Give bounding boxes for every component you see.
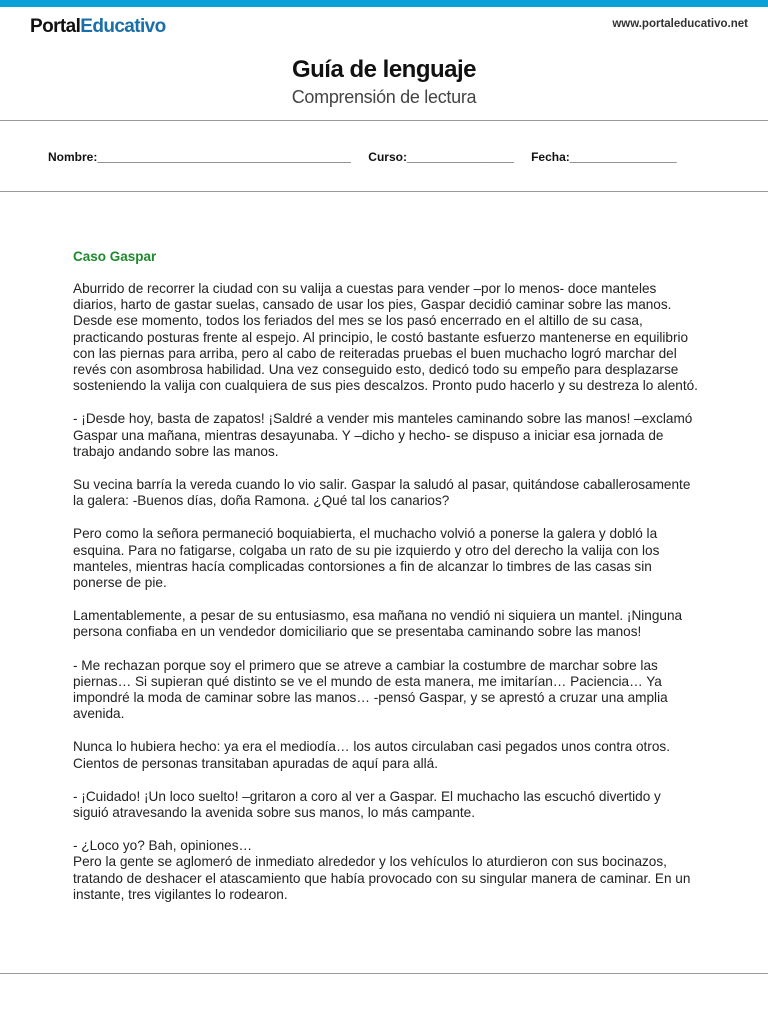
story-paragraph: - ¿Loco yo? Bah, opiniones… (73, 838, 253, 854)
divider-top (0, 120, 768, 121)
story-paragraph: Pero la gente se aglomeró de inmediato alrededor y los vehículos lo aturdieron con sus bocinazos, tratando de deshacer el atascamiento que había provocado con su singular manera de caminar. En un instante, tres vigilantes lo rodearon. (73, 854, 691, 902)
logo-educativo-text: Educativo (80, 16, 166, 37)
story-paragraph: - Me rechazan porque soy el primero que se atreve a cambiar la costumbre de marchar sobre las piernas… Si supieran qué distinto se ve el mundo de esta manera, me imitarían… Paciencia… Ya impondré la moda de caminar sobre las manos… -pensó Gaspar, y se aprestó a cruzar una amplia avenida. (73, 657, 668, 722)
divider-middle (0, 191, 768, 192)
page-subtitle: Comprensión de lectura (291, 87, 477, 107)
site-url: www.portaleducativo.net (612, 18, 748, 30)
fecha-field: Fecha:________________ (531, 150, 677, 164)
portal-educativo-logo[interactable] (30, 16, 166, 38)
divider-bottom (0, 973, 768, 974)
page-title: Guía de lenguaje (291, 56, 477, 83)
story-paragraph: Su vecina barría la vereda cuando lo vio salir. Gaspar la saludó al pasar, quitándose caballerosamente la galera: -Buenos días, doña Ramona. ¿Qué tal los canarios? (73, 477, 691, 509)
story-paragraph: Aburrido de recorrer la ciudad con su valija a cuestas para vender –por lo menos- doce manteles diarios, harto de gastar suelas, cansado de usar los pies, Gaspar decidió caminar sobre las manos. Desde ese momento, todos los feriados del mes se los pasó encerrado en el altillo de su casa, practicando posturas frente al espejo. Al principio, le costó bastante esfuerzo mantenerse en equilibrio con las piernas para arriba, pero al cabo de reiteradas pruebas el buen muchacho logró marchar del revés con asombrosa habilidad. Una vez conseguido esto, dedicó todo su empeño para desplazarse sosteniendo la valija con cualquiera de sus pies descalzos. Pronto pudo hacerlo y su destreza lo alentó. (73, 281, 698, 394)
student-info-row (48, 150, 691, 164)
story-paragraph: - ¡Cuidado! ¡Un loco suelto! –gritaron a coro al ver a Gaspar. El muchacho las escuchó divertido y siguió atravesando la avenida sobre sus manos, lo más campante. (73, 788, 661, 821)
story-paragraph: Lamentablemente, a pesar de su entusiasmo, esa mañana no vendió ni siquiera un mantel. ¡Ninguna persona confiaba en un vendedor domiciliario que se presentaba caminando sobre las manos! (73, 608, 683, 640)
story-paragraph: Pero como la señora permaneció boquiabierta, el muchacho volvió a ponerse la galera y dobló la esquina. Para no fatigarse, colgaba un rato de su pie izquierdo y otro del derecho la valija con los manteles, mientras hacía complicadas contorsiones a fin de alcanzar lo timbres de las casas sin ponerse de pie. (73, 526, 660, 591)
nombre-field: Nombre:______________________________________ (48, 150, 351, 164)
story-title: Caso Gaspar (73, 249, 157, 264)
story-paragraph: Nunca lo hubiera hecho: ya era el mediodía… los autos circulaban casi pegados unos contra otros. Cientos de personas transitaban apuradas de aquí para allá. (73, 739, 670, 771)
top-accent-bar (0, 0, 768, 7)
curso-field: Curso:________________ (368, 150, 514, 164)
story-section (73, 249, 698, 920)
story-paragraph: - ¡Desde hoy, basta de zapatos! ¡Saldré a vender mis manteles caminando sobre las manos! –exclamó Gaspar una mañana, mientras desayunaba. Y –dicho y hecho- se dispuso a iniciar esa jornada de trabajo andando sobre las manos. (73, 411, 693, 459)
logo-portal-text: Portal (30, 16, 81, 37)
